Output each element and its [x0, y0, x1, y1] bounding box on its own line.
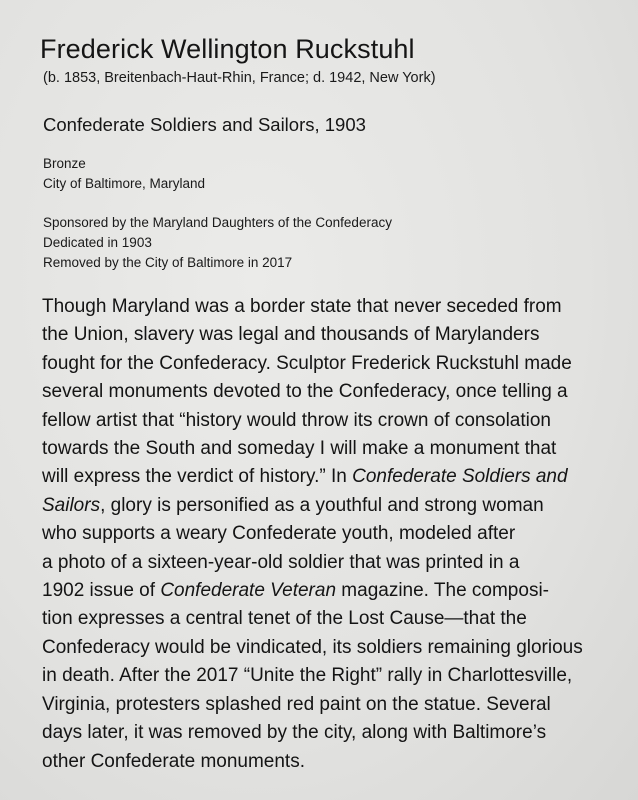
sponsor-line: Sponsored by the Maryland Daughters of the Confederacy	[43, 215, 392, 230]
provenance-block	[43, 213, 608, 273]
description-line: tion expresses a central tenet of the Lost Cause—that the	[42, 608, 527, 630]
description-line	[42, 577, 608, 605]
artist-dates: (b. 1853, Breitenbach-Haut-Rhin, France; d. 1942, New York)	[43, 70, 436, 86]
description-line: Virginia, protesters splashed red paint on the statue. Several	[42, 693, 551, 715]
description-line: towards the South and someday I will make a monument that	[42, 438, 557, 460]
description-line: who supports a weary Confederate youth, modeled after	[42, 523, 516, 545]
artist-name: Frederick Wellington Ruckstuhl	[40, 34, 415, 64]
description-line: days later, it was removed by the city, along with Baltimore’s	[42, 722, 547, 744]
description-line: Though Maryland was a border state that never seceded from	[42, 296, 562, 317]
dedication-line: Dedicated in 1903	[43, 235, 152, 250]
description-line: fellow artist that “history would throw its crown of consolation	[42, 409, 551, 431]
description-text-run: magazine. The composi-	[336, 580, 549, 602]
description-text-run: will express the verdict of history.” In	[42, 466, 353, 488]
artwork-title: Confederate Soldiers and Sailors, 1903	[43, 114, 366, 135]
description-line: in death. After the 2017 “Unite the Right” rally in Charlottesville,	[42, 665, 573, 687]
description-text	[42, 293, 608, 776]
description-line: fought for the Confederacy. Sculptor Frederick Ruckstuhl made	[42, 352, 572, 374]
artwork-title-italic: Sailors	[42, 494, 101, 516]
description-text-run: 1902 issue of	[42, 580, 161, 602]
description-line: other Confederate monuments.	[42, 750, 305, 772]
removal-line: Removed by the City of Baltimore in 2017	[43, 255, 293, 270]
medium-block	[43, 154, 608, 194]
description-line: several monuments devoted to the Confederacy, once telling a	[42, 381, 568, 403]
artwork-title-italic: Confederate Soldiers and	[352, 466, 568, 488]
magazine-title-italic: Confederate Veteran	[160, 580, 337, 602]
description-text-run: , glory is personified as a youthful and strong woman	[100, 494, 544, 516]
artwork-medium: Bronze	[43, 156, 86, 171]
description-line	[42, 492, 608, 520]
artwork-owner: City of Baltimore, Maryland	[43, 176, 206, 191]
description-line: Confederacy would be vindicated, its soldiers remaining glorious	[42, 636, 583, 658]
description-line: a photo of a sixteen-year-old soldier that was printed in a	[42, 551, 520, 573]
description-line	[42, 463, 608, 491]
description-line: the Union, slavery was legal and thousands of Marylanders	[42, 324, 540, 346]
